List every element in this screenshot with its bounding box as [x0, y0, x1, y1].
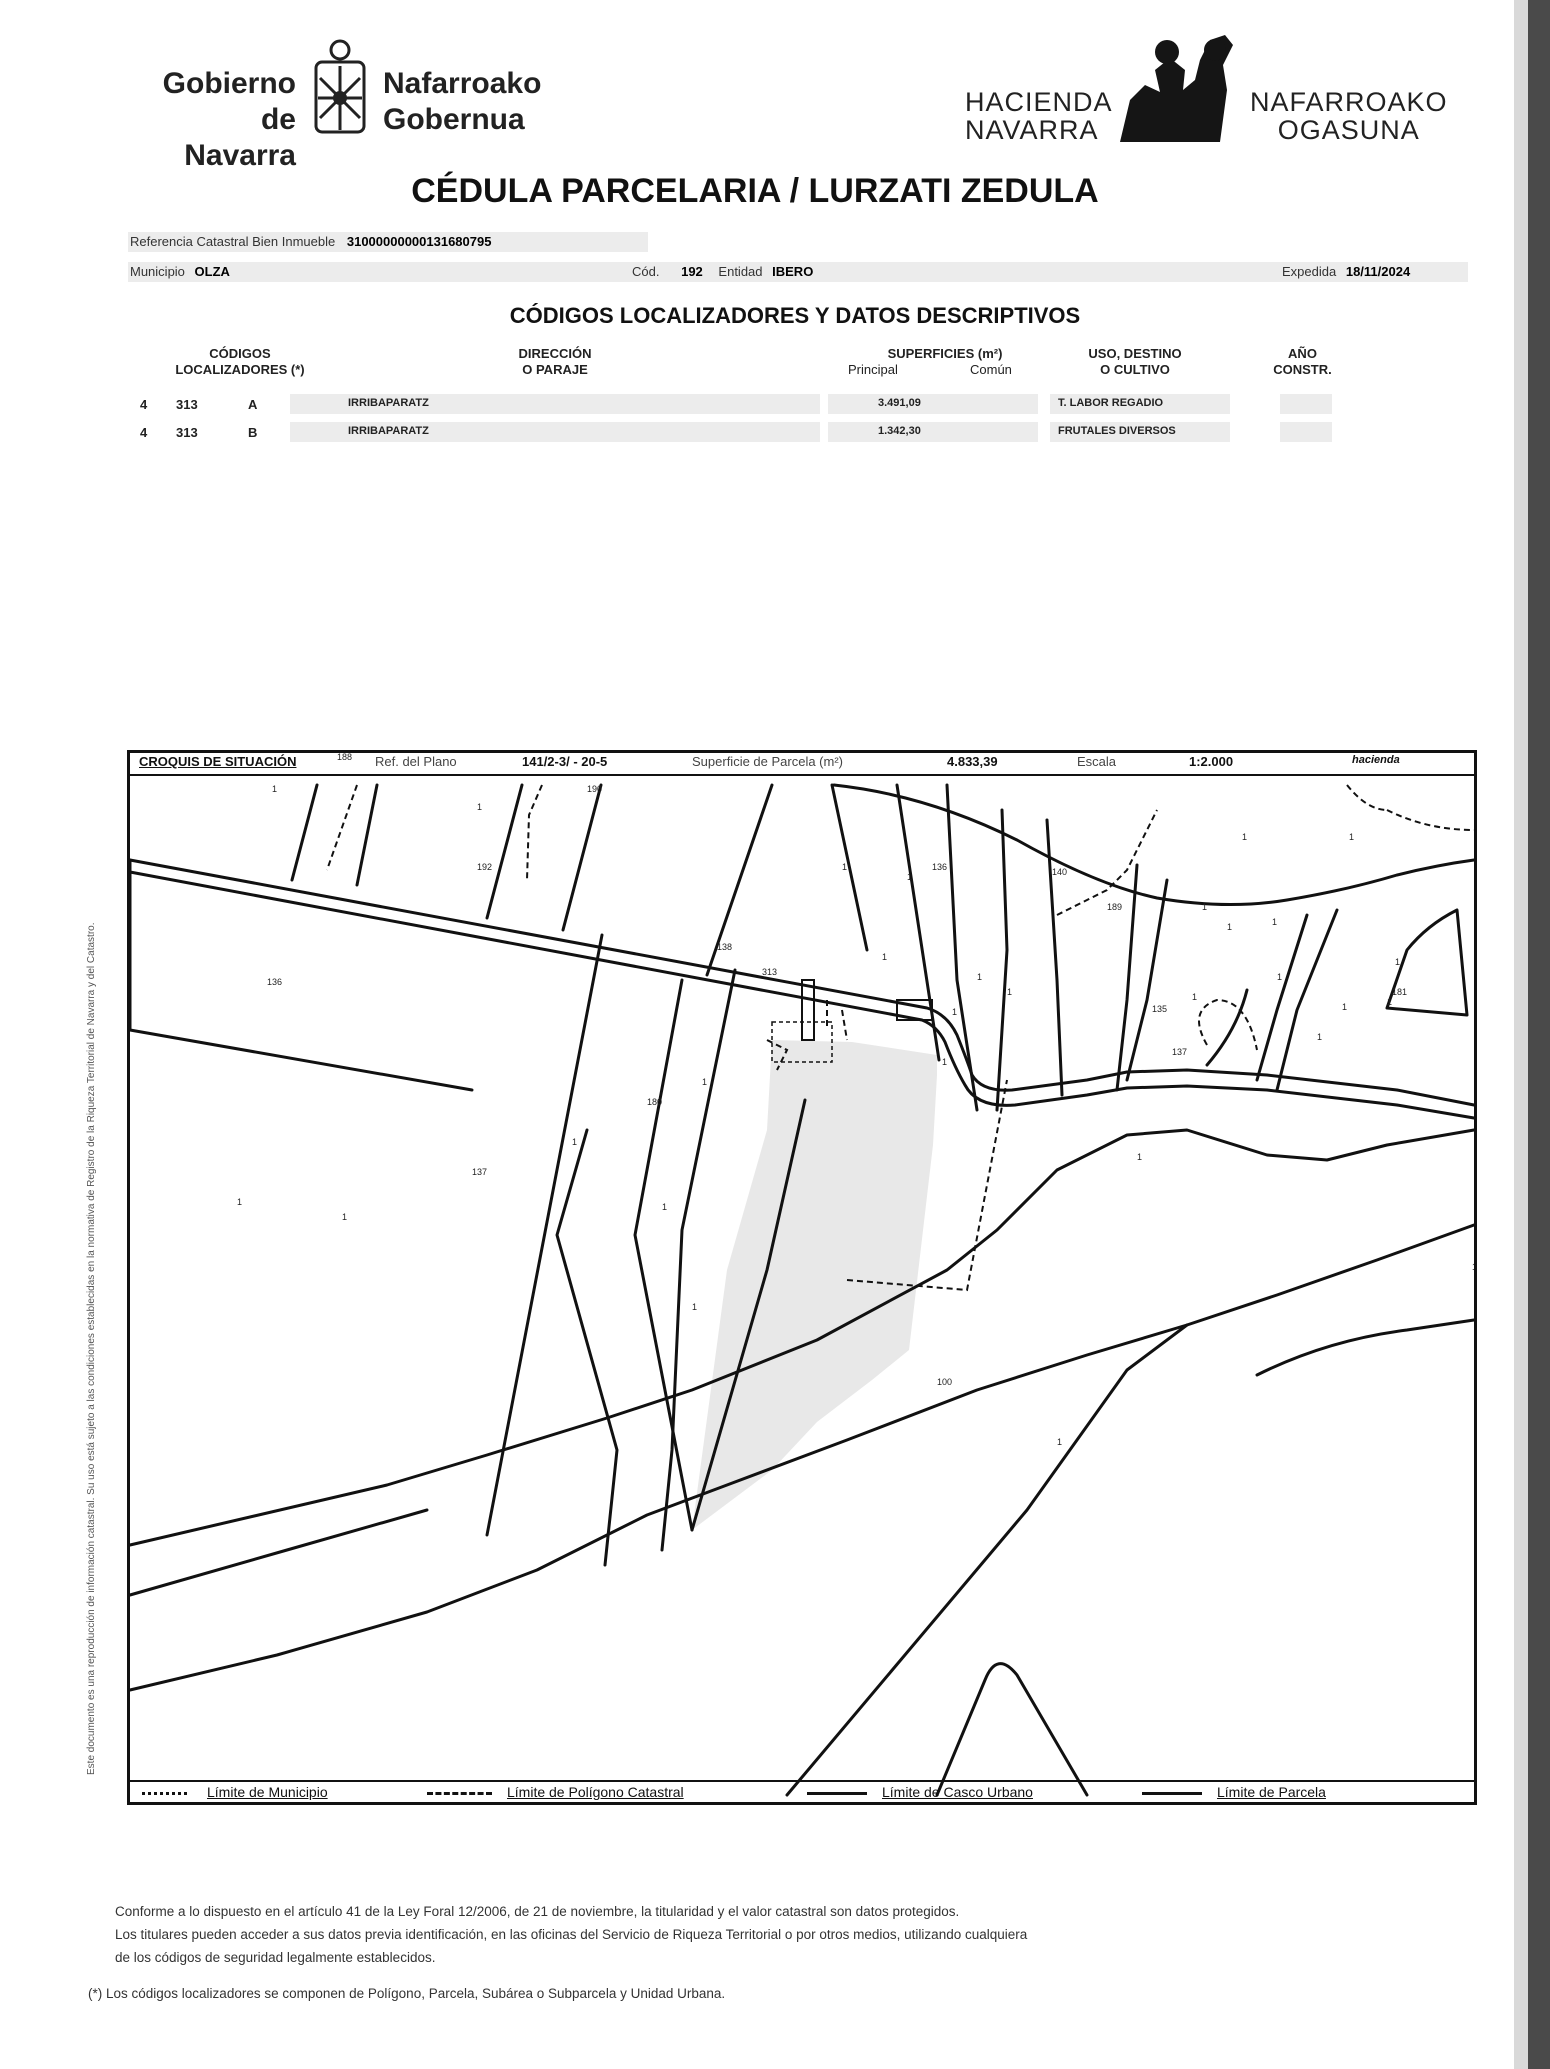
parcel-number-label: 1: [702, 1077, 708, 1087]
parcel-number-label: 188: [337, 752, 353, 762]
header-comun: Común: [970, 362, 1012, 377]
parcel-number-label: 192: [477, 862, 493, 872]
legend-parcela: Límite de Parcela: [1217, 1784, 1326, 1800]
parcel-number-label: 1: [1227, 922, 1233, 932]
parcel-number-label: 1: [1387, 997, 1393, 1007]
parcel-number-label: 1: [662, 1202, 668, 1212]
cod-label: Cód.: [632, 264, 660, 279]
header-superficies: [840, 346, 1050, 378]
page-title: CÉDULA PARCELARIA / LURZATI ZEDULA: [411, 172, 1099, 210]
header-uso-line1: USO, DESTINO: [1088, 346, 1182, 361]
map-frame: [127, 750, 1477, 1805]
header-codigos-line2: LOCALIZADORES (*): [175, 362, 305, 377]
escala-value: 1:2.000: [1189, 754, 1234, 769]
header-codigos-line1: CÓDIGOS: [209, 346, 271, 361]
row1-poligono: 4: [140, 397, 148, 412]
legend-parcela-line: [1142, 1792, 1202, 1795]
row2-uso: FRUTALES DIVERSOS: [1058, 425, 1176, 437]
parcel-number-label: 1: [1277, 972, 1283, 982]
header-codigos: [140, 346, 340, 378]
row2-band-sup: [828, 422, 1038, 442]
header-anio-line2: CONSTR.: [1273, 362, 1332, 377]
hacienda-right-line2: OGASUNA: [1277, 115, 1420, 145]
legend-poligono: Límite de Polígono Catastral: [507, 1784, 684, 1800]
row1-band-sup: [828, 394, 1038, 414]
ref-plano-label: Ref. del Plano: [375, 754, 457, 769]
row1-paraje: IRRIBAPARATZ: [348, 397, 429, 409]
row1-parcela: 313: [176, 397, 198, 412]
parcel-number-label: 1: [1057, 1437, 1063, 1447]
municipio-label: Municipio: [130, 264, 185, 279]
cod-value: 192: [681, 264, 703, 279]
gov-right-line1: Nafarroako: [383, 67, 542, 100]
footer-text: [115, 1900, 1027, 1969]
parcel-number-label: 1: [907, 872, 913, 882]
parcel-number-label: 1: [977, 972, 983, 982]
parcel-number-label: 136: [932, 862, 948, 872]
footer-line3: de los códigos de seguridad legalmente establecidos.: [115, 1950, 436, 1965]
sup-parcela-label: Superficie de Parcela (m²): [692, 754, 843, 769]
row2-paraje: IRRIBAPARATZ: [348, 425, 429, 437]
parcel-number-label: 1: [942, 1057, 948, 1067]
row1-superficie: 3.491,09: [878, 397, 921, 409]
gov-right-line2: Gobernua: [383, 103, 525, 136]
header-uso-line2: O CULTIVO: [1100, 362, 1170, 377]
header-direccion-line1: DIRECCIÓN: [518, 346, 592, 361]
municipio-value: OLZA: [194, 264, 230, 279]
ref-label: Referencia Catastral Bien Inmueble: [130, 234, 336, 249]
row2-subparcela: B: [248, 425, 258, 440]
parcel-number-label: 1: [1395, 957, 1401, 967]
footer-line2: Los titulares pueden acceder a sus datos previa identificación, en las oficinas del Servicio de Riqueza Territorial o por otros medios, utilizando cualquiera: [115, 1927, 1028, 1942]
hacienda-left-line1: HACIENDA: [965, 87, 1113, 117]
parcel-number-label: 190: [587, 784, 603, 794]
ref-value: 31000000000131680795: [346, 234, 492, 249]
hacienda-right-line1: NAFARROAKO: [1250, 87, 1448, 117]
parcel-number-label: 100: [937, 1377, 953, 1387]
parcel-number-label: 1: [572, 1137, 578, 1147]
parcel-number-label: 140: [1052, 867, 1068, 877]
parcel-number-label: 137: [472, 1167, 488, 1177]
gov-left-line2: de Navarra: [184, 103, 296, 172]
parcel-number-label: 1: [1317, 1032, 1323, 1042]
gov-left-line1: Gobierno: [162, 67, 296, 100]
parcel-number-label: 1: [1272, 917, 1278, 927]
parcel-number-label: 1: [952, 1007, 958, 1017]
footer-note: (*) Los códigos localizadores se componen de Polígono, Parcela, Subárea o Subparcela y Unidad Urbana.: [88, 1986, 726, 2001]
gobierno-navarra-logo: [128, 38, 568, 172]
hacienda-figures-icon: [1115, 30, 1245, 145]
parcel-number-label: 1: [1192, 992, 1198, 1002]
ref-plano-value: 141/2-3/ - 20-5: [522, 754, 608, 769]
parcel-number-label: 1: [1137, 1152, 1143, 1162]
legend-municipio: Límite de Municipio: [207, 1784, 328, 1800]
parcel-number-label: 1: [1342, 1002, 1348, 1012]
hacienda-left-line2: NAVARRA: [965, 115, 1099, 145]
section-subtitle: CÓDIGOS LOCALIZADORES Y DATOS DESCRIPTIVOS: [509, 303, 1081, 328]
legend-municipio-line: [142, 1792, 187, 1795]
entidad-label: Entidad: [718, 264, 763, 279]
parcel-number-label: 313: [762, 967, 778, 977]
parcel-number-label: 135: [1152, 1004, 1168, 1014]
legend-poligono-line: [427, 1792, 492, 1795]
row2-superficie: 1.342,30: [878, 425, 921, 437]
navarra-shield-icon: [310, 38, 370, 138]
parcel-number-label: 136: [267, 977, 283, 987]
parcel-number-label: 1: [237, 1197, 243, 1207]
parcel-number-label: 1: [1472, 1262, 1477, 1272]
row1-uso: T. LABOR REGADIO: [1058, 397, 1164, 409]
header-uso: [1055, 346, 1215, 378]
legend-casco: Límite de Casco Urbano: [882, 1784, 1033, 1800]
hacienda-navarra-logo: [965, 30, 1450, 145]
legend-casco-line: [807, 1792, 867, 1795]
header-superficies-label: SUPERFICIES (m²): [887, 346, 1003, 361]
parcel-number-label: 1: [1349, 832, 1355, 842]
row2-parcela: 313: [176, 425, 198, 440]
footer-line1: Conforme a lo dispuesto en el artículo 41 de la Ley Foral 12/2006, de 21 de noviembre, la titularidad y el valor catastral son datos protegidos.: [115, 1904, 960, 1919]
parcel-number-label: 137: [1172, 1047, 1188, 1057]
row1-band-anio: [1280, 394, 1332, 414]
header-principal: Principal: [848, 362, 898, 377]
parcel-number-label: 181: [1392, 987, 1408, 997]
parcel-number-label: 1: [477, 802, 483, 812]
croquis-label: CROQUIS DE SITUACIÓN: [139, 754, 297, 769]
header-direccion-line2: O PARAJE: [522, 362, 588, 377]
left-margin-text: Este documento es una reproducción de información catastral. Su uso está sujeto a las condiciones establecidas en la normativa de Registro de la Riqueza Territorial de Navarra y del Catastro.: [86, 922, 97, 1775]
expedida-label: Expedida: [1282, 264, 1337, 279]
header-anio: [1255, 346, 1350, 378]
parcel-number-label: 138: [717, 942, 733, 952]
header-direccion: [470, 346, 640, 378]
map-brand: hacienda: [1352, 754, 1400, 766]
parcel-number-label: 1: [272, 784, 278, 794]
row2-band-anio: [1280, 422, 1332, 442]
header-anio-line1: AÑO: [1288, 346, 1317, 361]
expedida-value: 18/11/2024: [1345, 264, 1411, 279]
parcel-number-label: 189: [1107, 902, 1123, 912]
parcel-number-label: 180: [647, 1097, 663, 1107]
sup-parcela-value: 4.833,39: [947, 754, 998, 769]
parcel-number-label: 1: [692, 1302, 698, 1312]
parcel-number-label: 1: [342, 1212, 348, 1222]
row1-subparcela: A: [248, 397, 258, 412]
parcel-number-label: 1: [842, 862, 848, 872]
map-legend: [127, 1780, 1477, 1805]
parcel-number-label: 1: [882, 952, 888, 962]
parcel-number-label: 1: [1202, 902, 1208, 912]
entidad-value: IBERO: [772, 264, 814, 279]
parcel-number-label: 1: [1242, 832, 1248, 842]
row2-poligono: 4: [140, 425, 148, 440]
escala-label: Escala: [1077, 754, 1117, 769]
parcel-number-label: 1: [1007, 987, 1013, 997]
